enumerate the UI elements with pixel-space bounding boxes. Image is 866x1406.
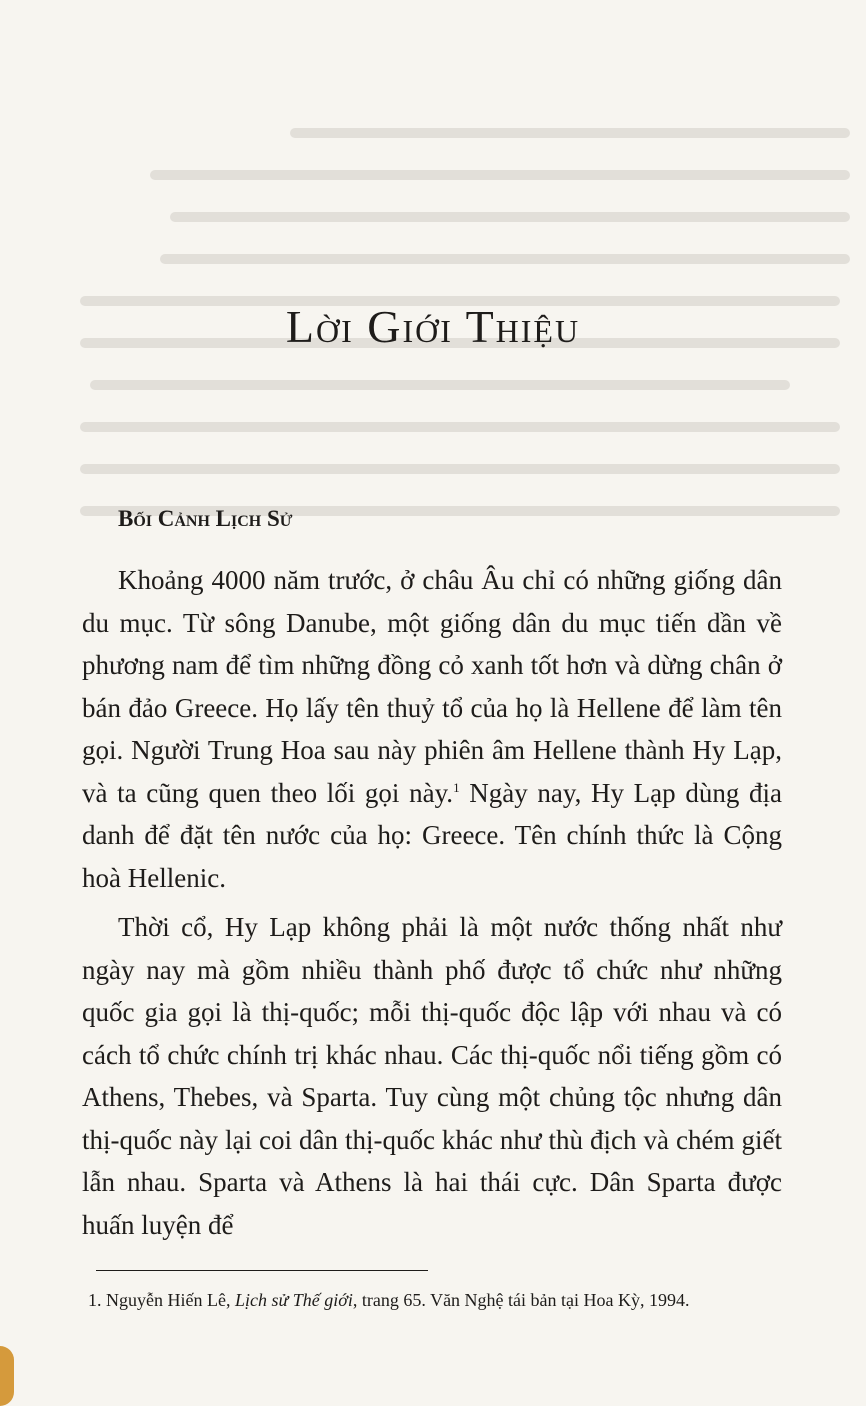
page-edge-mark (0, 1346, 14, 1406)
paragraph-1 (82, 559, 782, 899)
footnote-author: Nguyễn Hiến Lê, (106, 1290, 231, 1310)
footnote (88, 1288, 788, 1312)
footnote-details: , trang 65. Văn Nghệ tái bản tại Hoa Kỳ, 1994. (352, 1290, 690, 1310)
paragraph-1-continuation: Ngày nay, Hy Lạp dùng địa danh để đặt tên nước của họ: Greece. Tên chính thức là Cộng hoà Hellenic. (82, 777, 782, 893)
footnote-number: 1. (88, 1290, 102, 1310)
footnote-divider (96, 1270, 428, 1271)
paragraph-2-text: Thời cổ, Hy Lạp không phải là một nước thống nhất như ngày nay mà gồm nhiều thành phố được tổ chức như những quốc gia gọi là thị-quốc; mỗi thị-quốc độc lập với nhau và có cách tổ chức chính trị khác nhau. Các thị-quốc nổi tiếng gồm có Athens, Thebes, và Sparta. Tuy cùng một chủng tộc nhưng dân thị-quốc này lại coi dân thị-quốc khác như thù địch và chém giết lẫn nhau. Sparta và Athens là hai thái cực. Dân Sparta được huấn luyện để (82, 912, 782, 1240)
paragraph-2 (82, 906, 782, 1246)
footnote-book-title: Lịch sử Thế giới (234, 1290, 353, 1310)
section-title: Bối Cảnh Lịch Sử (118, 506, 293, 531)
chapter-title: Lời Giới Thiệu (285, 301, 581, 352)
paragraph-1-text: Khoảng 4000 năm trước, ở châu Âu chỉ có những giống dân du mục. Từ sông Danube, một giống dân du mục tiến dần về phương nam để tìm những đồng cỏ xanh tốt hơn và dừng chân ở bán đảo Greece. Họ lấy tên thuỷ tổ của họ là Hellene để làm tên gọi. Người Trung Hoa sau này phiên âm Hellene thành Hy Lạp, và ta cũng quen theo lối gọi này. (82, 565, 782, 808)
footnote-marker: 1 (453, 779, 460, 795)
